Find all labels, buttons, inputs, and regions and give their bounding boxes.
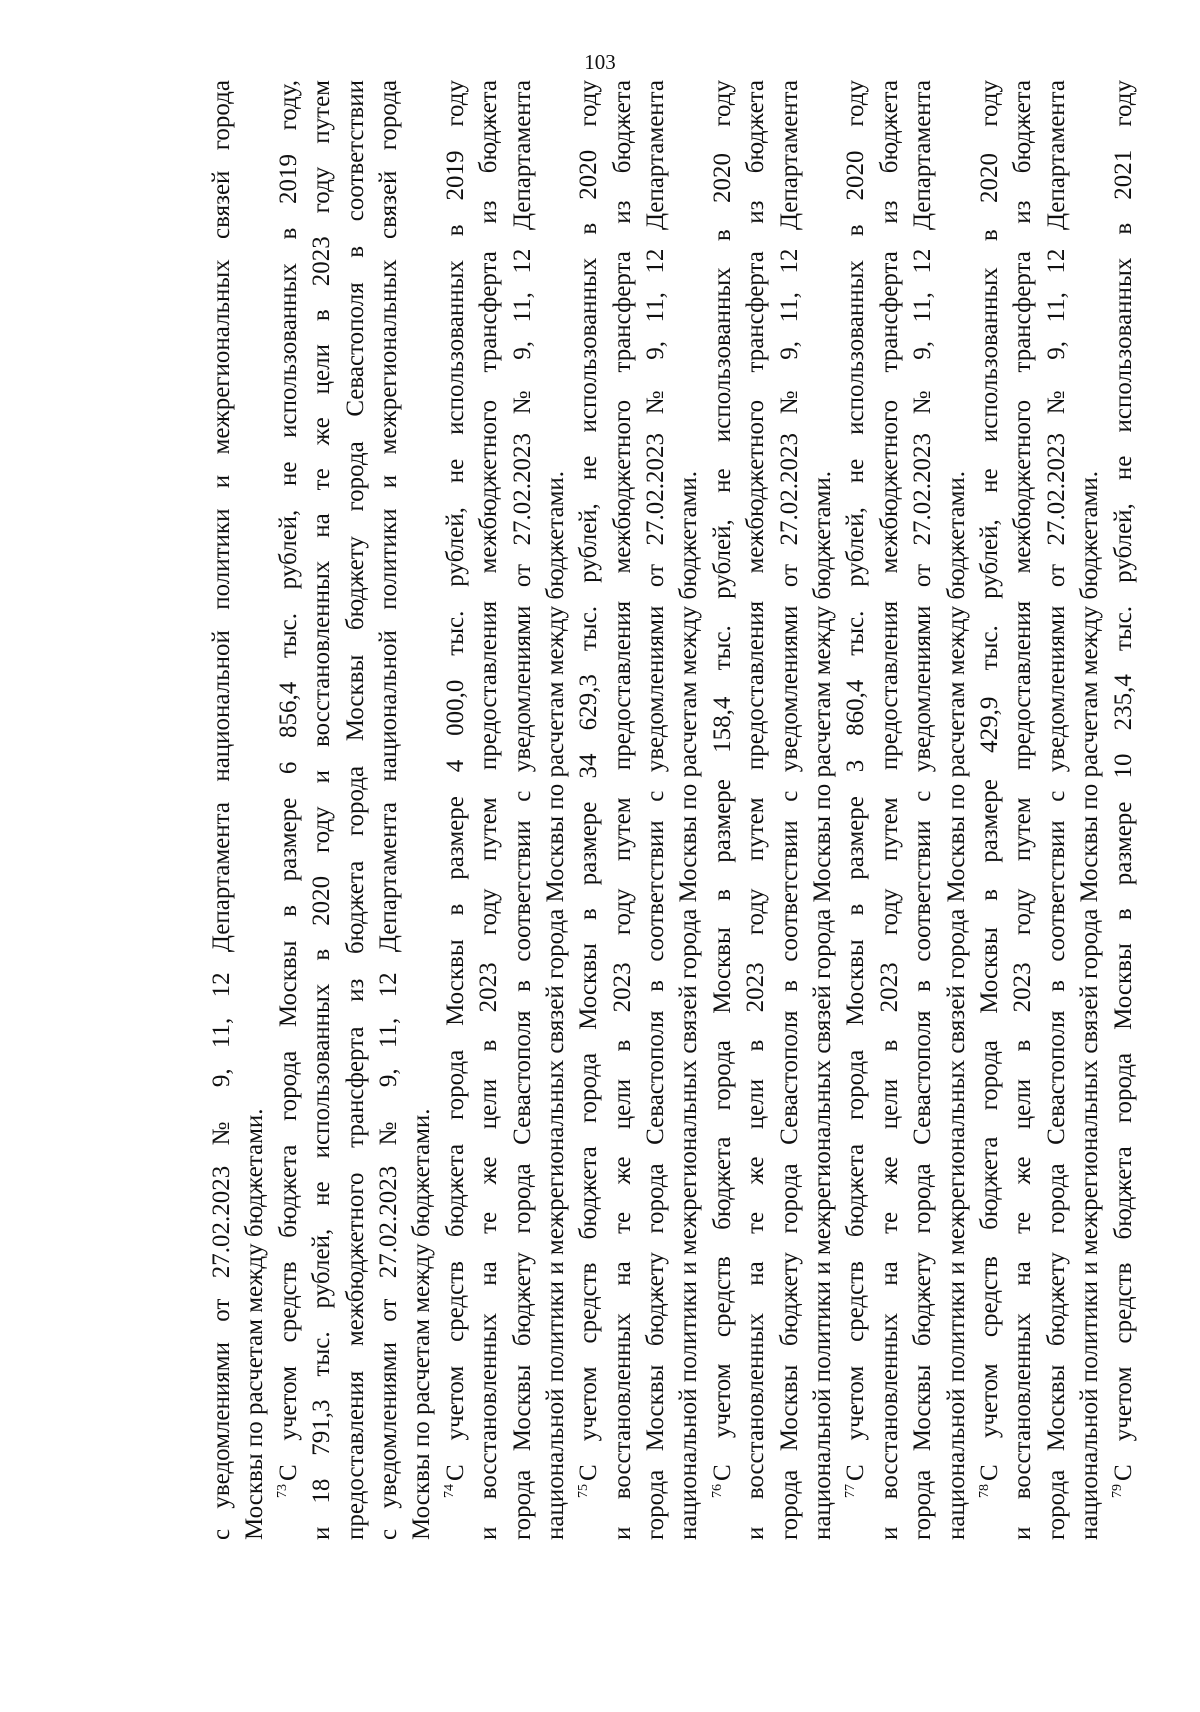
line-text: С учетом средств бюджета города Москвы в размере 4 000,0 тыс. рублей, не использованных в 2019 году [441, 80, 469, 1481]
text-line [1073, 80, 1106, 1540]
text-line [606, 80, 639, 1540]
text-line [405, 80, 438, 1540]
line-text: и восстановленных на те же цели в 2023 году путем предоставления межбюджетного трансферта из бюджета [608, 80, 636, 1540]
text-line [873, 80, 906, 1540]
line-text: национальной политики и межрегиональных связей города Москвы по расчетам между бюджетами. [809, 470, 837, 1540]
footnote-line [839, 80, 872, 1540]
line-text: и восстановленных на те же цели в 2023 году путем предоставления межбюджетного трансферта из бюджета [742, 80, 770, 1540]
footnote-number: 74 [442, 1484, 458, 1498]
text-line [773, 80, 806, 1540]
footnote-number: 79 [1110, 1484, 1126, 1498]
line-text: Москвы по расчетам между бюджетами. [408, 1108, 436, 1540]
line-text: и восстановленных на те же цели в 2023 году путем предоставления межбюджетного трансферта из бюджета [875, 80, 903, 1540]
footnote-number: 73 [275, 1484, 291, 1498]
line-text: С учетом средств бюджета города Москвы в размере 3 860,4 тыс. рублей, не использованных в 2020 году [842, 80, 870, 1481]
line-text: с уведомлениями от 27.02.2023 № 9, 11, 12 Департамента национальной политики и межрегиональных связей города [374, 80, 402, 1540]
text-line [372, 80, 405, 1540]
footnote-line [706, 80, 739, 1540]
footnote-line [439, 80, 472, 1540]
line-text: национальной политики и межрегиональных связей города Москвы по расчетам между бюджетами. [1076, 470, 1104, 1540]
line-text: и 18 791,3 тыс. рублей, не использованных в 2020 году и восстановленных на те же цели в 2023 году путем [308, 80, 336, 1540]
text-line [672, 80, 705, 1540]
footnote-number: 75 [575, 1484, 591, 1498]
line-text: города Москвы бюджету города Севастополя в соответствии с уведомлениями от 27.02.2023 № 9, 11, 12 Департамента [508, 80, 536, 1540]
text-line [639, 80, 672, 1540]
text-line [1006, 80, 1039, 1540]
line-text: С учетом средств бюджета города Москвы в размере 158,4 тыс. рублей, не использованных в 2020 году [708, 80, 736, 1481]
footnote-number: 76 [709, 1484, 725, 1498]
text-line [339, 80, 372, 1540]
text-line [940, 80, 973, 1540]
line-text: и восстановленных на те же цели в 2023 году путем предоставления межбюджетного трансферта из бюджета [1009, 80, 1037, 1540]
text-line [472, 80, 505, 1540]
line-text: города Москвы бюджету города Севастополя в соответствии с уведомлениями от 27.02.2023 № 9, 11, 12 Департамента [642, 80, 670, 1540]
footnote-line [272, 80, 305, 1540]
text-line [205, 80, 238, 1540]
page-number: 103 [584, 50, 616, 74]
rotated-text-block [205, 80, 1137, 1540]
line-text: предоставления межбюджетного трансферта из бюджета города Москвы бюджету города Севастополя в соответствии [341, 80, 369, 1540]
line-text: с уведомлениями от 27.02.2023 № 9, 11, 12 Департамента национальной политики и межрегиональных связей города [208, 80, 235, 1540]
line-text: города Москвы бюджету города Севастополя в соответствии с уведомлениями от 27.02.2023 № 9, 11, 12 Департамента [909, 80, 937, 1540]
line-text: национальной политики и межрегиональных связей города Москвы по расчетам между бюджетами. [541, 470, 569, 1540]
line-text: С учетом средств бюджета города Москвы в размере 6 856,4 тыс. рублей, не использованных в 2019 году, [274, 80, 302, 1481]
footnote-number: 77 [843, 1484, 859, 1498]
footnote-number: 78 [976, 1484, 992, 1498]
text-line [739, 80, 772, 1540]
text-line [305, 80, 338, 1540]
text-line [906, 80, 939, 1540]
text-line [539, 80, 572, 1540]
line-text: национальной политики и межрегиональных связей города Москвы по расчетам между бюджетами. [675, 470, 703, 1540]
line-text: С учетом средств бюджета города Москвы в размере 34 629,3 тыс. рублей, не использованных в 2020 году [575, 80, 603, 1481]
line-text: национальной политики и межрегиональных связей города Москвы по расчетам между бюджетами. [942, 470, 970, 1540]
text-line [506, 80, 539, 1540]
text-line [238, 80, 271, 1540]
footnote-line [973, 80, 1006, 1540]
text-line [1040, 80, 1073, 1540]
line-text: и восстановленных на те же цели в 2023 году путем предоставления межбюджетного трансферта из бюджета [475, 80, 503, 1540]
line-text: города Москвы бюджету города Севастополя в соответствии с уведомлениями от 27.02.2023 № 9, 11, 12 Департамента [1042, 80, 1070, 1540]
footnote-line [572, 80, 605, 1540]
footnote-line [1107, 80, 1140, 1540]
text-line [806, 80, 839, 1540]
line-text: С учетом средств бюджета города Москвы в размере 429,9 тыс. рублей, не использованных в 2020 году [975, 80, 1003, 1481]
line-text: С учетом средств бюджета города Москвы в размере 10 235,4 тыс. рублей, не использованных в 2021 году [1109, 80, 1137, 1481]
line-text: города Москвы бюджету города Севастополя в соответствии с уведомлениями от 27.02.2023 № 9, 11, 12 Департамента [775, 80, 803, 1540]
line-text: Москвы по расчетам между бюджетами. [241, 1108, 269, 1540]
